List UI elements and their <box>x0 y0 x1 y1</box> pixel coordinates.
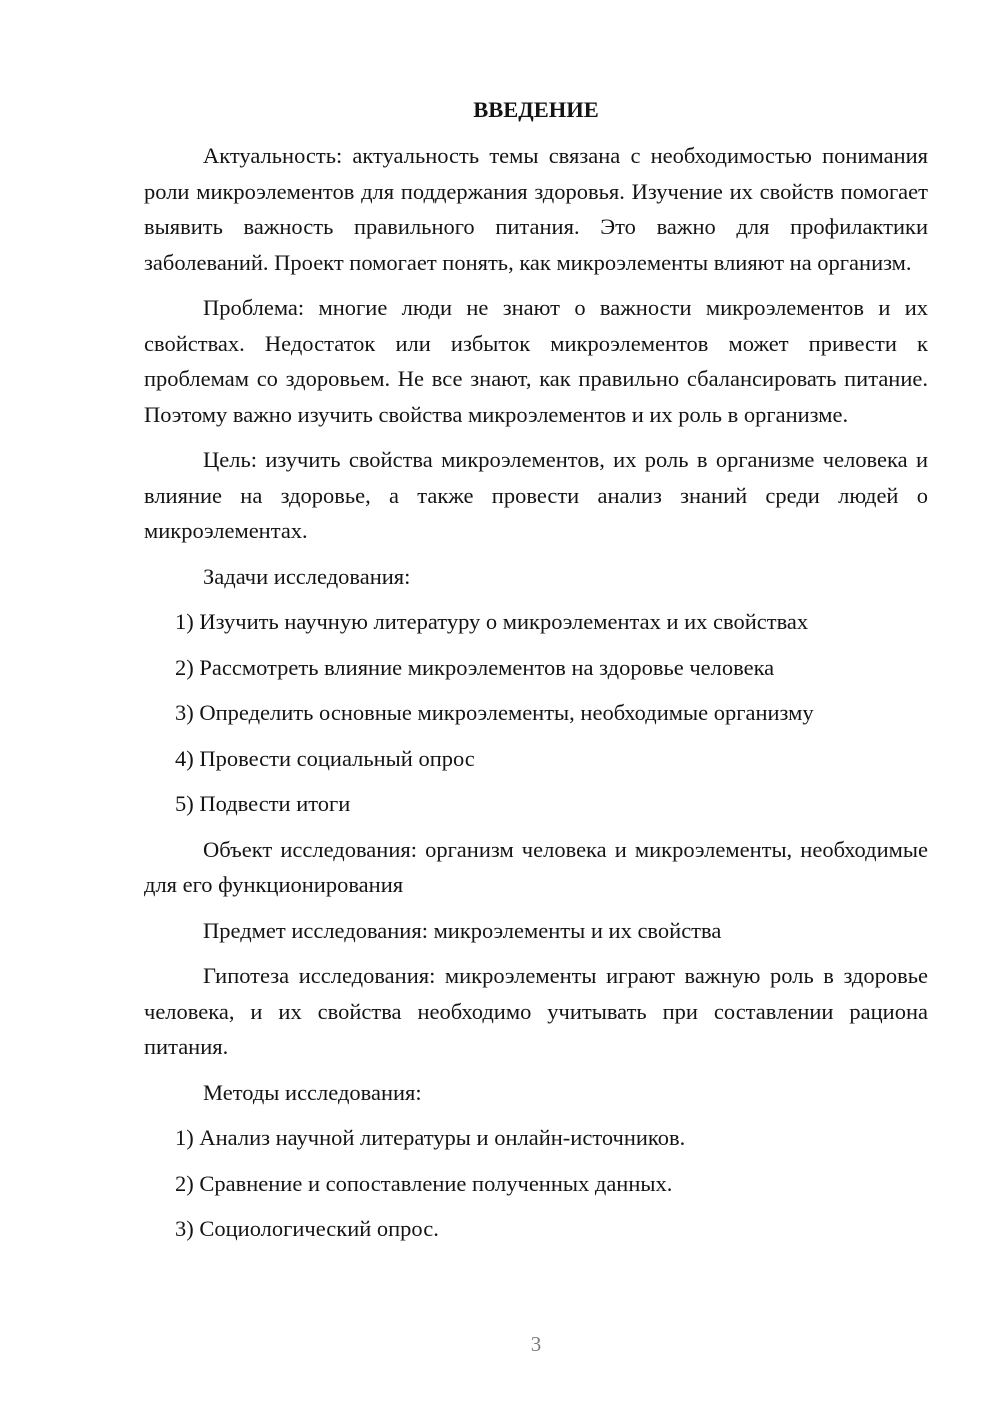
list-item: 5) Подвести итоги <box>175 791 351 816</box>
list-item: 2) Сравнение и сопоставление полученных данных. <box>175 1170 673 1196</box>
tasks-label: Задачи исследования: <box>203 563 411 589</box>
section-heading: ВВЕДЕНИЕ <box>473 97 599 122</box>
document-page <box>144 92 928 1257</box>
methods-label: Методы исследования: <box>203 1079 422 1105</box>
page-number: 3 <box>530 1332 542 1356</box>
list-item: 1) Изучить научную литературу о микроэлементах и их свойствах <box>175 609 809 634</box>
list-item: 1) Анализ научной литературы и онлайн-источников. <box>175 1125 686 1150</box>
tasks-list <box>144 604 928 822</box>
hypothesis-paragraph: Гипотеза исследования: микроэлементы играют важную роль в здоровье человека, и их свойства необходимо учитывать при составлении рациона питания. <box>144 963 928 1059</box>
list-item: 3) Социологический опрос. <box>175 1216 439 1241</box>
object-paragraph: Объект исследования: организм человека и микроэлементы, необходимые для его функционирования <box>144 836 928 897</box>
list-item: 2) Рассмотреть влияние микроэлементов на здоровье человека <box>175 654 775 680</box>
list-item: 3) Определить основные микроэлементы, необходимые организму <box>175 700 814 725</box>
goal-paragraph: Цель: изучить свойства микроэлементов, их роль в организме человека и влияние на здоровье, а также провести анализ знаний среди людей о микроэлементах. <box>144 447 928 543</box>
subject-paragraph: Предмет исследования: микроэлементы и их свойства <box>203 917 722 943</box>
relevance-paragraph: Актуальность: актуальность темы связана с необходимостью понимания роли микроэлементов для поддержания здоровья. Изучение их свойств помогает выявить важность правильного питания. Это важно для профилактики заболеваний. Проект помогает понять, как микроэлементы влияют на организм. <box>144 143 928 275</box>
list-item: 4) Провести социальный опрос <box>175 745 475 771</box>
problem-paragraph: Проблема: многие люди не знают о важности микроэлементов и их свойствах. Недостаток или избыток микроэлементов может привести к проблемам со здоровьем. Не все знают, как правильно сбалансировать питание. Поэтому важно изучить свойства микроэлементов и их роль в организме. <box>144 295 928 427</box>
methods-list <box>144 1120 928 1247</box>
